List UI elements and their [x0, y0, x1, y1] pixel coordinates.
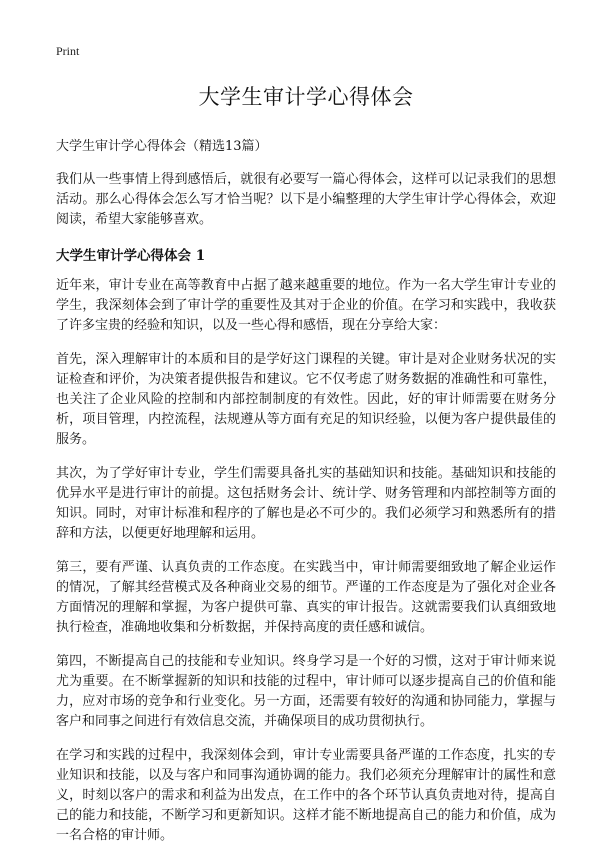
intro-paragraph: 我们从一些事情上得到感悟后，就很有必要写一篇心得体会，这样可以记录我们的思想活动。那么心得体会怎么写才恰当呢？以下是小编整理的大学生审计学心得体会，欢迎阅读，希望大家能够喜欢。	[56, 172, 556, 227]
print-link[interactable]: Print	[56, 44, 80, 58]
body-paragraph-6: 在学习和实践的过程中，我深刻体会到，审计专业需要具备严谨的工作态度，扎实的专业知识和技能，以及与客户和同事沟通协调的能力。我们必须充分理解审计的属性和意义，时刻以客户的需求和利益为出发点，在工作中的各个环节认真负责地对待，提高自己的能力和技能，不断学习和更新知识。这样才能不断地提高自己的能力和价值，成为一名合格的审计师。	[56, 748, 556, 843]
document-subtitle: 大学生审计学心得体会（精选13篇）	[56, 139, 268, 154]
section-heading: 大学生审计学心得体会 1	[56, 248, 206, 264]
body-paragraph-4: 第三，要有严谨、认真负责的工作态度。在实践当中，审计师需要细致地了解企业运作的情况，了解其经营模式及各种商业交易的细节。严谨的工作态度是为了强化对企业各方面情况的理解和掌握，为客户提供可靠、真实的审计报告。这就需要我们认真细致地执行检查，准确地收集和分析数据，并保持高度的责任感和诚信。	[56, 560, 556, 635]
page-title: 大学生审计学心得体会	[198, 85, 414, 109]
body-paragraph-3: 其次，为了学好审计专业，学生们需要具备扎实的基础知识和技能。基础知识和技能的优异水平是进行审计的前提。这包括财务会计、统计学、财务管理和内部控制等方面的知识。同时，对审计标准和程序的了解也是必不可少的。我们必须学习和熟悉所有的措辞和方法，以便更好地理解和运用。	[56, 466, 556, 541]
body-paragraph-5: 第四，不断提高自己的技能和专业知识。终身学习是一个好的习惯，这对于审计师来说尤为重要。在不断掌握新的知识和技能的过程中，审计师可以逐步提高自己的价值和能力，应对市场的竞争和行业变化。另一方面，还需要有较好的沟通和协同能力，掌握与客户和同事之间进行有效信息交流，并确保项目的成功贯彻执行。	[56, 654, 556, 729]
body-paragraph-2: 首先，深入理解审计的本质和目的是学好这门课程的关键。审计是对企业财务状况的实证检查和评价，为决策者提供报告和建议。它不仅考虑了财务数据的准确性和可靠性，也关注了企业风险的控制和内部控制制度的有效性。因此，好的审计师需要在财务分析，项目管理，内控流程，法规遵从等方面有充足的知识经验，以便为客户提供最佳的服务。	[56, 352, 556, 447]
body-paragraph-1: 近年来，审计专业在高等教育中占据了越来越重要的地位。作为一名大学生审计专业的学生，我深刻体会到了审计学的重要性及其对于企业的价值。在学习和实践中，我收获了许多宝贵的经验和知识，以及一些心得和感悟，现在分享给大家：	[56, 278, 556, 333]
